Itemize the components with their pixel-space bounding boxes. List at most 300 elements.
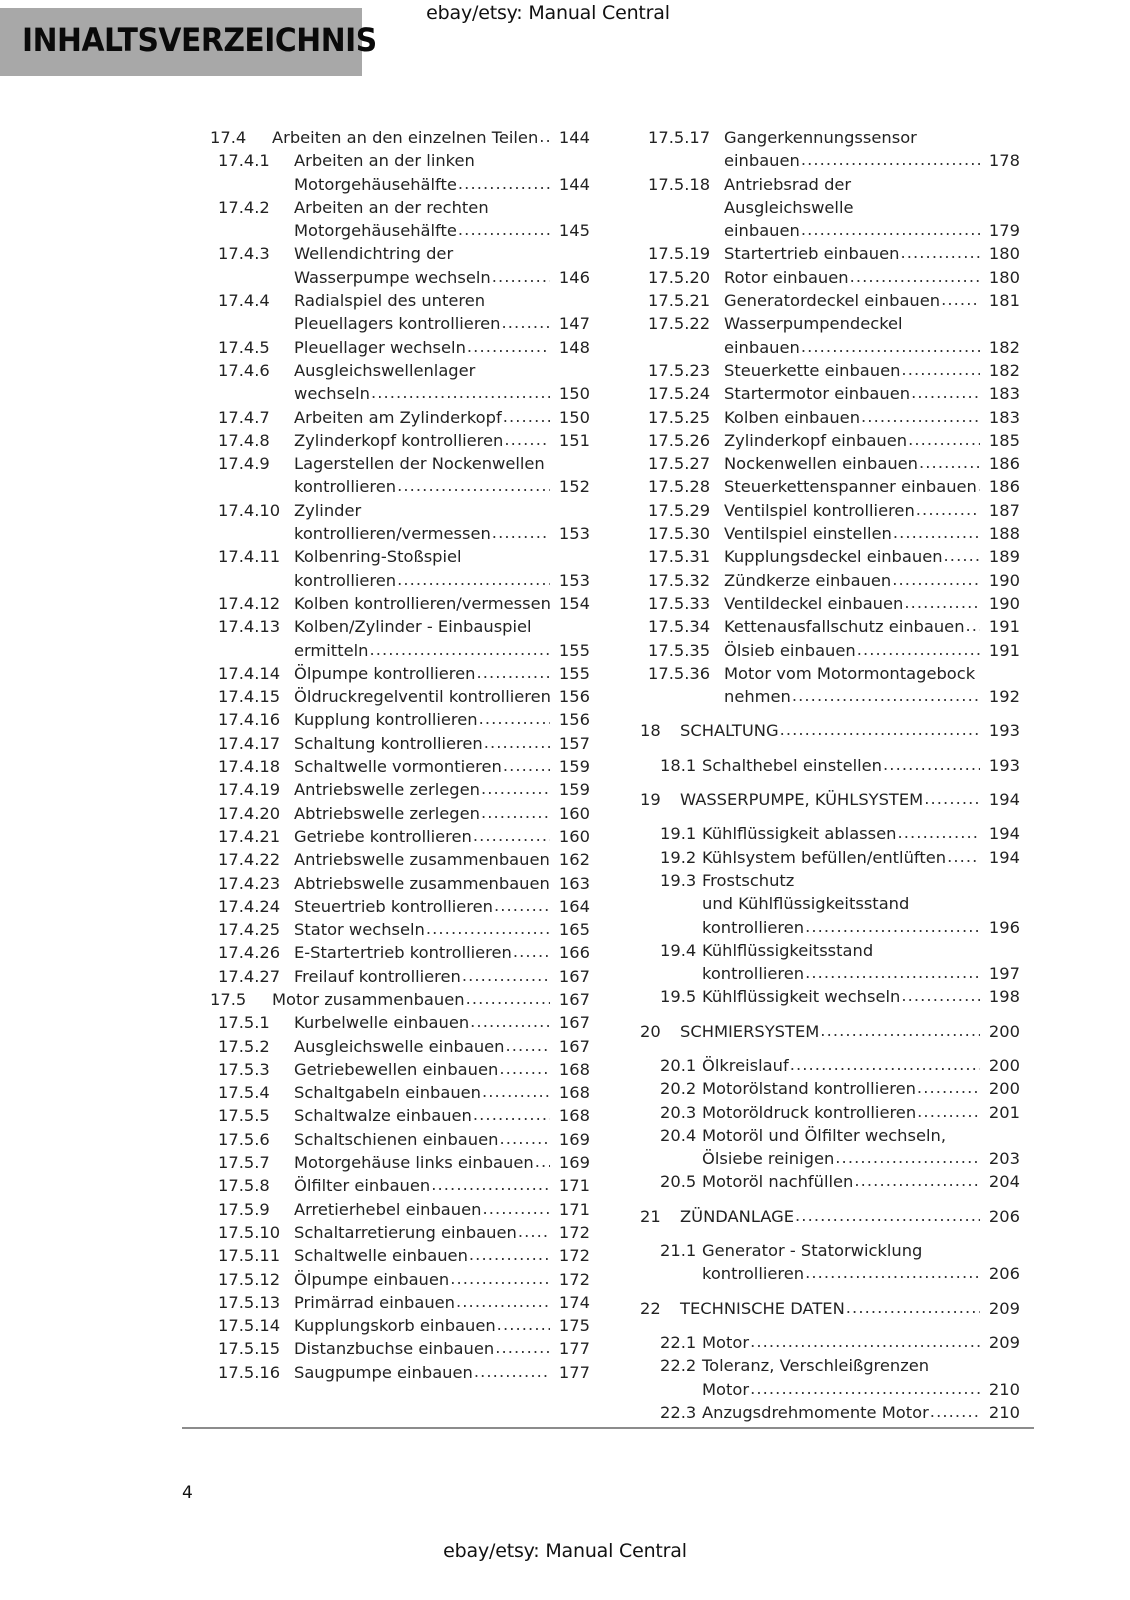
toc-entry-title-line-leader — [294, 1104, 550, 1127]
toc-entry-title-text: Schaltgabeln einbauen — [294, 1083, 481, 1103]
toc-entry[interactable] — [210, 1291, 590, 1314]
toc-entry[interactable] — [210, 429, 590, 452]
toc-entry-title-line-leader — [294, 336, 550, 359]
toc-entry-number: 20.5 — [660, 1172, 697, 1192]
toc-entry-title-line-leader — [294, 429, 550, 452]
toc-entry-title-text: Zündkerze einbauen — [724, 570, 892, 590]
toc-entry-title-line: und Kühlflüssigkeitsstand — [702, 894, 910, 914]
toc-entry[interactable] — [640, 754, 1020, 777]
toc-entry-title-line-leader — [294, 708, 550, 731]
toc-entry-page: 206 — [988, 1206, 1020, 1226]
toc-entry-title-line: Lagerstellen der Nockenwellen — [294, 454, 545, 474]
toc-entry-page: 177 — [558, 1339, 590, 1359]
toc-entry-title-text: Antriebswelle zusammenbauen — [294, 850, 550, 870]
toc-entry-title — [272, 988, 550, 1011]
toc-entry-page: 155 — [558, 663, 590, 683]
toc-entry-number: 17.4.17 — [218, 733, 281, 753]
toc-entry[interactable] — [210, 732, 590, 755]
toc-leader-dots — [940, 288, 980, 311]
toc-entry-number: 17.4.6 — [218, 360, 270, 380]
toc-entry[interactable] — [210, 1314, 590, 1337]
toc-leader-dots — [396, 474, 550, 497]
toc-entry-title-text: Primärrad einbauen — [294, 1292, 455, 1312]
toc-entry-number: 17.5.32 — [648, 570, 711, 590]
toc-entry[interactable] — [210, 1361, 590, 1384]
toc-entry-title — [702, 846, 980, 869]
toc-entry-title — [724, 126, 980, 173]
toc-leader-dots — [538, 125, 550, 148]
toc-entry-title-line-leader — [294, 965, 550, 988]
toc-entry-title — [294, 1104, 550, 1127]
toc-entry-title-text: Ausgleichswelle einbauen — [294, 1036, 505, 1056]
toc-entry[interactable] — [210, 545, 590, 592]
toc-entry[interactable] — [210, 289, 590, 336]
toc-entry-title-text: Generatordeckel einbauen — [724, 291, 941, 311]
toc-entry[interactable] — [210, 1035, 590, 1058]
toc-entry-title-text: ermitteln — [294, 640, 369, 660]
toc-entry-number: 17.4 — [210, 128, 247, 147]
toc-entry[interactable] — [640, 545, 1020, 568]
toc-entry-title-line-leader — [724, 499, 980, 522]
toc-entry[interactable] — [210, 685, 590, 708]
toc-entry[interactable] — [640, 1297, 1020, 1320]
toc-entry-page: 194 — [988, 790, 1020, 810]
toc-entry[interactable] — [210, 825, 590, 848]
toc-entry[interactable] — [640, 289, 1020, 312]
toc-entry-title-line-leader — [294, 848, 550, 871]
toc-entry[interactable] — [210, 1198, 590, 1221]
toc-entry-title — [680, 788, 980, 811]
toc-entry[interactable] — [640, 939, 1020, 986]
toc-entry[interactable] — [210, 848, 590, 871]
toc-entry[interactable] — [210, 359, 590, 406]
toc-entry[interactable] — [210, 336, 590, 359]
toc-entry-number: 17.5.25 — [648, 407, 711, 427]
toc-entry[interactable] — [640, 869, 1020, 939]
toc-leader-dots — [468, 1243, 550, 1266]
toc-entry-title — [294, 685, 550, 708]
toc-entry[interactable] — [640, 719, 1020, 742]
toc-entry-page: 180 — [988, 244, 1020, 264]
footer-divider — [182, 1427, 1034, 1429]
toc-entry-title-text: Ölpumpe einbauen — [294, 1269, 450, 1289]
toc-entry-number: 17.4.13 — [218, 617, 281, 637]
toc-entry[interactable] — [210, 802, 590, 825]
toc-entry-title — [294, 1198, 550, 1221]
toc-entry[interactable] — [640, 266, 1020, 289]
toc-entry-number: 17.5.8 — [218, 1176, 270, 1196]
toc-entry-number: 17.5.31 — [648, 547, 711, 567]
toc-entry-title — [294, 872, 550, 895]
toc-entry-number: 17.5.7 — [218, 1153, 270, 1173]
toc-entry-title-line-leader — [702, 1054, 980, 1077]
toc-entry-page: 171 — [558, 1176, 590, 1196]
toc-entry-title — [294, 895, 550, 918]
toc-entry-title-line-leader — [702, 1170, 980, 1193]
toc-entry-title-text: Schalthebel einstellen — [702, 755, 883, 775]
toc-entry[interactable] — [210, 755, 590, 778]
toc-entry-title-text: Pleuellagers kontrollieren — [294, 314, 501, 334]
toc-leader-dots — [534, 1150, 550, 1173]
toc-entry-title-line-leader — [724, 219, 980, 242]
toc-entry[interactable] — [640, 615, 1020, 638]
toc-entry-title — [702, 1101, 980, 1124]
toc-entry-title-line-leader — [294, 941, 550, 964]
toc-entry-title — [294, 708, 550, 731]
toc-entry-number: 17.5.10 — [218, 1222, 281, 1242]
toc-entry-title — [724, 452, 980, 475]
toc-entry-number: 19.4 — [660, 940, 697, 960]
toc-entry-title — [724, 312, 980, 359]
toc-leader-dots — [856, 638, 980, 661]
toc-entry-title — [294, 848, 550, 871]
toc-entry-title-text: Ölsiebe reinigen — [702, 1149, 835, 1169]
toc-entry-number: 17.5.18 — [648, 174, 711, 194]
toc-leader-dots — [916, 1076, 980, 1099]
toc-leader-dots — [491, 521, 550, 544]
toc-entry[interactable] — [640, 1354, 1020, 1401]
toc-entry[interactable] — [640, 1020, 1020, 1043]
toc-entry[interactable] — [640, 1124, 1020, 1171]
toc-entry[interactable] — [210, 242, 590, 289]
toc-entry-number: 17.4.12 — [218, 593, 281, 613]
toc-entry[interactable] — [640, 522, 1020, 545]
watermark-header: ebay/etsy: Manual Central — [426, 2, 670, 24]
toc-entry-title — [702, 985, 980, 1008]
toc-entry-title-line-leader — [702, 822, 980, 845]
toc-entry-title-text: einbauen — [724, 151, 800, 171]
toc-entry-title — [680, 1020, 980, 1043]
toc-entry-title — [294, 1128, 550, 1151]
toc-entry-title — [294, 359, 550, 406]
toc-entry[interactable] — [210, 918, 590, 941]
toc-entry-title-text: Stator wechseln — [294, 920, 425, 940]
toc-entry-title-text: Motor zusammenbauen — [272, 989, 465, 1009]
toc-leader-dots — [943, 544, 980, 567]
toc-entry[interactable] — [640, 662, 1020, 709]
toc-entry-number: 17.5.36 — [648, 663, 711, 683]
toc-leader-dots — [461, 964, 550, 987]
toc-leader-dots — [480, 801, 550, 824]
toc-entry-title — [702, 754, 980, 777]
toc-entry[interactable] — [210, 1221, 590, 1244]
toc-entry[interactable] — [640, 639, 1020, 662]
toc-entry-page: 189 — [988, 547, 1020, 567]
toc-entry[interactable] — [640, 1205, 1020, 1228]
toc-entry-page: 159 — [558, 780, 590, 800]
toc-entry-title — [294, 406, 550, 429]
toc-entry-title-line-leader — [724, 289, 980, 312]
toc-entry-number: 17.4.10 — [218, 500, 281, 520]
toc-entry[interactable] — [640, 1239, 1020, 1286]
toc-entry-title-text: Motoröldruck kontrollieren — [702, 1102, 917, 1122]
toc-entry[interactable] — [640, 126, 1020, 173]
toc-entry-page: 191 — [988, 640, 1020, 660]
toc-entry-title-line-leader — [724, 475, 980, 498]
toc-entry-title-line: Kolbenring-Stoßspiel — [294, 547, 462, 567]
toc-leader-dots — [370, 381, 550, 404]
toc-entry-title — [294, 1291, 550, 1314]
toc-entry-page: 179 — [988, 221, 1020, 241]
toc-entry[interactable] — [210, 778, 590, 801]
toc-entry[interactable] — [640, 173, 1020, 243]
toc-leader-dots — [550, 847, 551, 870]
toc-entry-page: 206 — [988, 1264, 1020, 1284]
toc-entry-title-line: Arbeiten an der linken — [294, 151, 475, 171]
toc-leader-dots — [896, 821, 980, 844]
toc-entry[interactable] — [640, 382, 1020, 405]
toc-entry-page: 144 — [558, 174, 590, 194]
toc-entry[interactable] — [640, 499, 1020, 522]
toc-leader-dots — [853, 1169, 980, 1192]
toc-entry-number: 17.5.4 — [218, 1083, 270, 1103]
toc-entry-title-text: Distanzbuchse einbauen — [294, 1339, 495, 1359]
toc-entry-title-line-leader — [294, 266, 550, 289]
toc-entry-number: 20.1 — [660, 1055, 697, 1075]
toc-entry-title-line-leader — [294, 918, 550, 941]
toc-entry-title-text: Getriebe kontrollieren — [294, 826, 472, 846]
toc-entry-number: 17.4.22 — [218, 850, 281, 870]
toc-entry[interactable] — [210, 499, 590, 546]
toc-entry[interactable] — [210, 452, 590, 499]
toc-entry-title-line-leader — [702, 985, 980, 1008]
toc-entry-page: 155 — [558, 640, 590, 660]
toc-leader-dots — [882, 753, 980, 776]
toc-leader-dots — [892, 521, 980, 544]
toc-entry[interactable] — [210, 1058, 590, 1081]
toc-entry[interactable] — [210, 872, 590, 895]
toc-entry-page: 210 — [988, 1379, 1020, 1399]
toc-entry-number: 17.5.24 — [648, 384, 711, 404]
toc-entry-page: 186 — [988, 454, 1020, 474]
toc-entry[interactable] — [210, 1268, 590, 1291]
toc-entry-number: 17.5.12 — [218, 1269, 281, 1289]
toc-entry-page: 190 — [988, 593, 1020, 613]
toc-leader-dots — [501, 311, 551, 334]
toc-entry-number: 19.2 — [660, 847, 697, 867]
toc-entry-title-line-leader — [680, 1297, 980, 1320]
toc-entry-title-text: einbauen — [724, 337, 800, 357]
toc-entry-title — [724, 615, 980, 638]
toc-entry-title-line: Gangerkennungssensor — [724, 128, 917, 147]
toc-entry[interactable] — [640, 406, 1020, 429]
toc-entry[interactable] — [640, 312, 1020, 359]
toc-entry-title — [294, 1337, 550, 1360]
toc-entry-title-text: kontrollieren — [702, 1264, 805, 1284]
toc-entry[interactable] — [640, 788, 1020, 811]
toc-entry-title-line-leader — [680, 1205, 980, 1228]
toc-entry-page: 160 — [558, 826, 590, 846]
toc-entry[interactable] — [640, 359, 1020, 382]
toc-entry-title-text: kontrollieren — [702, 917, 805, 937]
toc-entry-title-text: Rotor einbauen — [724, 267, 849, 287]
toc-entry-title-text: Motorgehäusehälfte — [294, 221, 457, 241]
toc-entry-number: 19.1 — [660, 824, 697, 844]
toc-entry-number: 17.5 — [210, 989, 247, 1009]
toc-leader-dots — [860, 405, 980, 428]
toc-entry-title — [294, 1221, 550, 1244]
toc-entry[interactable] — [210, 895, 590, 918]
toc-entry-page: 150 — [558, 384, 590, 404]
toc-entry[interactable] — [210, 196, 590, 243]
toc-entry-title-line-leader — [702, 1331, 980, 1354]
toc-entry-title-line-leader — [294, 1011, 550, 1034]
toc-entry-title-line-leader — [294, 1035, 550, 1058]
toc-entry-title-line: Motor vom Motormontagebock — [724, 663, 976, 683]
toc-entry-title-text: Startermotor einbauen — [724, 384, 911, 404]
toc-entry-title-text: Motorgehäusehälfte — [294, 174, 457, 194]
toc-entry-title-text: ZÜNDANLAGE — [680, 1206, 795, 1226]
toc-entry-title — [680, 1297, 980, 1320]
toc-entry-title-line-leader — [294, 1314, 550, 1337]
toc-entry[interactable] — [640, 569, 1020, 592]
toc-entry[interactable] — [210, 988, 590, 1011]
toc-entry-title-text: Kühlsystem befüllen/entlüften — [702, 847, 947, 867]
toc-entry-title-line: Arbeiten an der rechten — [294, 197, 489, 217]
toc-leader-dots — [396, 568, 550, 591]
toc-entry-title-line-leader — [294, 662, 550, 685]
toc-leader-dots — [498, 1057, 550, 1080]
toc-entry-title — [724, 266, 980, 289]
toc-entry-number: 19.5 — [660, 987, 697, 1007]
toc-leader-dots — [512, 940, 550, 963]
toc-entry-title-line-leader — [294, 173, 550, 196]
toc-entry-title-line-leader — [294, 639, 550, 662]
toc-entry-title-line-leader — [294, 1198, 550, 1221]
toc-entry[interactable] — [210, 1337, 590, 1360]
toc-leader-dots — [491, 265, 550, 288]
toc-entry[interactable] — [210, 1244, 590, 1267]
toc-entry-title-line-leader — [680, 1020, 980, 1043]
toc-entry-page: 165 — [558, 920, 590, 940]
toc-entry-page: 172 — [558, 1222, 590, 1242]
toc-entry-title-text: Steuerkette einbauen — [724, 360, 901, 380]
toc-entry[interactable] — [210, 1011, 590, 1034]
toc-entry[interactable] — [210, 406, 590, 429]
toc-entry-title-line-leader — [724, 569, 980, 592]
toc-entry[interactable] — [640, 1077, 1020, 1100]
toc-entry-page: 186 — [988, 477, 1020, 497]
toc-entry-page: 144 — [558, 128, 590, 147]
toc-leader-dots — [483, 731, 550, 754]
toc-entry[interactable] — [640, 452, 1020, 475]
toc-entry-page: 192 — [988, 687, 1020, 707]
toc-entry[interactable] — [640, 822, 1020, 845]
toc-entry-title-text: Pleuellager wechseln — [294, 337, 466, 357]
toc-entry-page: 181 — [988, 291, 1020, 311]
toc-entry[interactable] — [210, 1151, 590, 1174]
toc-entry[interactable] — [210, 592, 590, 615]
toc-entry-title-text: Arbeiten am Zylinderkopf — [294, 407, 502, 427]
toc-entry-title — [702, 939, 980, 986]
toc-entry-number: 17.4.8 — [218, 430, 270, 450]
toc-leader-dots — [804, 1261, 980, 1284]
toc-entry[interactable] — [210, 1128, 590, 1151]
toc-entry-title-line-leader — [294, 1151, 550, 1174]
toc-entry-page: 204 — [988, 1172, 1020, 1192]
toc-entry-title — [272, 126, 550, 149]
toc-entry-title-line-leader — [724, 429, 980, 452]
toc-entry[interactable] — [640, 1331, 1020, 1354]
toc-leader-dots — [481, 1080, 550, 1103]
toc-entry[interactable] — [640, 985, 1020, 1008]
toc-entry-title-line-leader — [724, 639, 980, 662]
toc-entry-title-line: Wellendichtring der — [294, 244, 454, 264]
toc-entry-page: 148 — [558, 337, 590, 357]
toc-entry-page: 167 — [558, 1013, 590, 1033]
toc-entry-page: 188 — [988, 524, 1020, 544]
toc-entry-number: 17.4.3 — [218, 244, 270, 264]
toc-entry-title-line-leader — [294, 1244, 550, 1267]
toc-entry-page: 174 — [558, 1292, 590, 1312]
toc-entry[interactable] — [210, 1174, 590, 1197]
toc-entry[interactable] — [640, 846, 1020, 869]
toc-leader-dots — [804, 915, 980, 938]
toc-entry-title-text: Steuertrieb kontrollieren — [294, 896, 493, 916]
toc-entry[interactable] — [640, 242, 1020, 265]
toc-entry-title-text: Ventilspiel einstellen — [724, 524, 892, 544]
toc-entry[interactable] — [640, 475, 1020, 498]
toc-entry-title-line-leader — [680, 719, 980, 742]
toc-entry-title-line-leader — [702, 1077, 980, 1100]
toc-entry-page: 167 — [558, 966, 590, 986]
toc-leader-dots — [502, 754, 550, 777]
toc-entry[interactable] — [640, 1170, 1020, 1193]
toc-entry[interactable] — [210, 615, 590, 662]
toc-entry[interactable] — [640, 1101, 1020, 1124]
toc-entry-title-line-leader — [724, 382, 980, 405]
toc-entry[interactable] — [210, 941, 590, 964]
toc-entry[interactable] — [210, 965, 590, 988]
toc-entry-number: 22 — [640, 1298, 661, 1318]
toc-entry[interactable] — [640, 592, 1020, 615]
toc-entry[interactable] — [640, 429, 1020, 452]
toc-entry-page: 151 — [558, 430, 590, 450]
toc-entry[interactable] — [640, 1401, 1020, 1424]
toc-entry-page: 153 — [558, 570, 590, 590]
toc-entry-page: 201 — [988, 1102, 1020, 1122]
toc-leader-dots — [923, 787, 980, 810]
toc-entry[interactable] — [210, 1104, 590, 1127]
toc-entry-page: 200 — [988, 1021, 1020, 1041]
toc-entry-title — [294, 499, 550, 546]
toc-entry-page: 200 — [988, 1079, 1020, 1099]
toc-entry[interactable] — [640, 1054, 1020, 1077]
toc-entry[interactable] — [210, 708, 590, 731]
toc-entry-page: 163 — [558, 873, 590, 893]
toc-entry-page: 210 — [988, 1402, 1020, 1422]
toc-entry-page: 156 — [558, 710, 590, 730]
toc-entry-number: 21.1 — [660, 1241, 697, 1261]
toc-entry-title — [294, 918, 550, 941]
toc-entry-title — [724, 545, 980, 568]
toc-entry-title — [294, 452, 550, 499]
toc-entry-title-text: WASSERPUMPE, KÜHLSYSTEM — [680, 790, 924, 810]
toc-entry-number: 17.4.7 — [218, 407, 270, 427]
toc-entry-title-text: nehmen — [724, 687, 791, 707]
toc-entry-title-line-leader — [294, 1128, 550, 1151]
toc-entry-number: 17.4.27 — [218, 966, 281, 986]
toc-entry[interactable] — [210, 1081, 590, 1104]
toc-entry-title — [294, 336, 550, 359]
toc-entry-number: 17.5.5 — [218, 1106, 270, 1126]
toc-entry[interactable] — [210, 126, 590, 149]
toc-entry[interactable] — [210, 662, 590, 685]
toc-entry-title — [294, 1314, 550, 1337]
toc-entry[interactable] — [210, 149, 590, 196]
toc-entry-title-line-leader — [724, 522, 980, 545]
toc-entry-title-text: wechseln — [294, 384, 370, 404]
